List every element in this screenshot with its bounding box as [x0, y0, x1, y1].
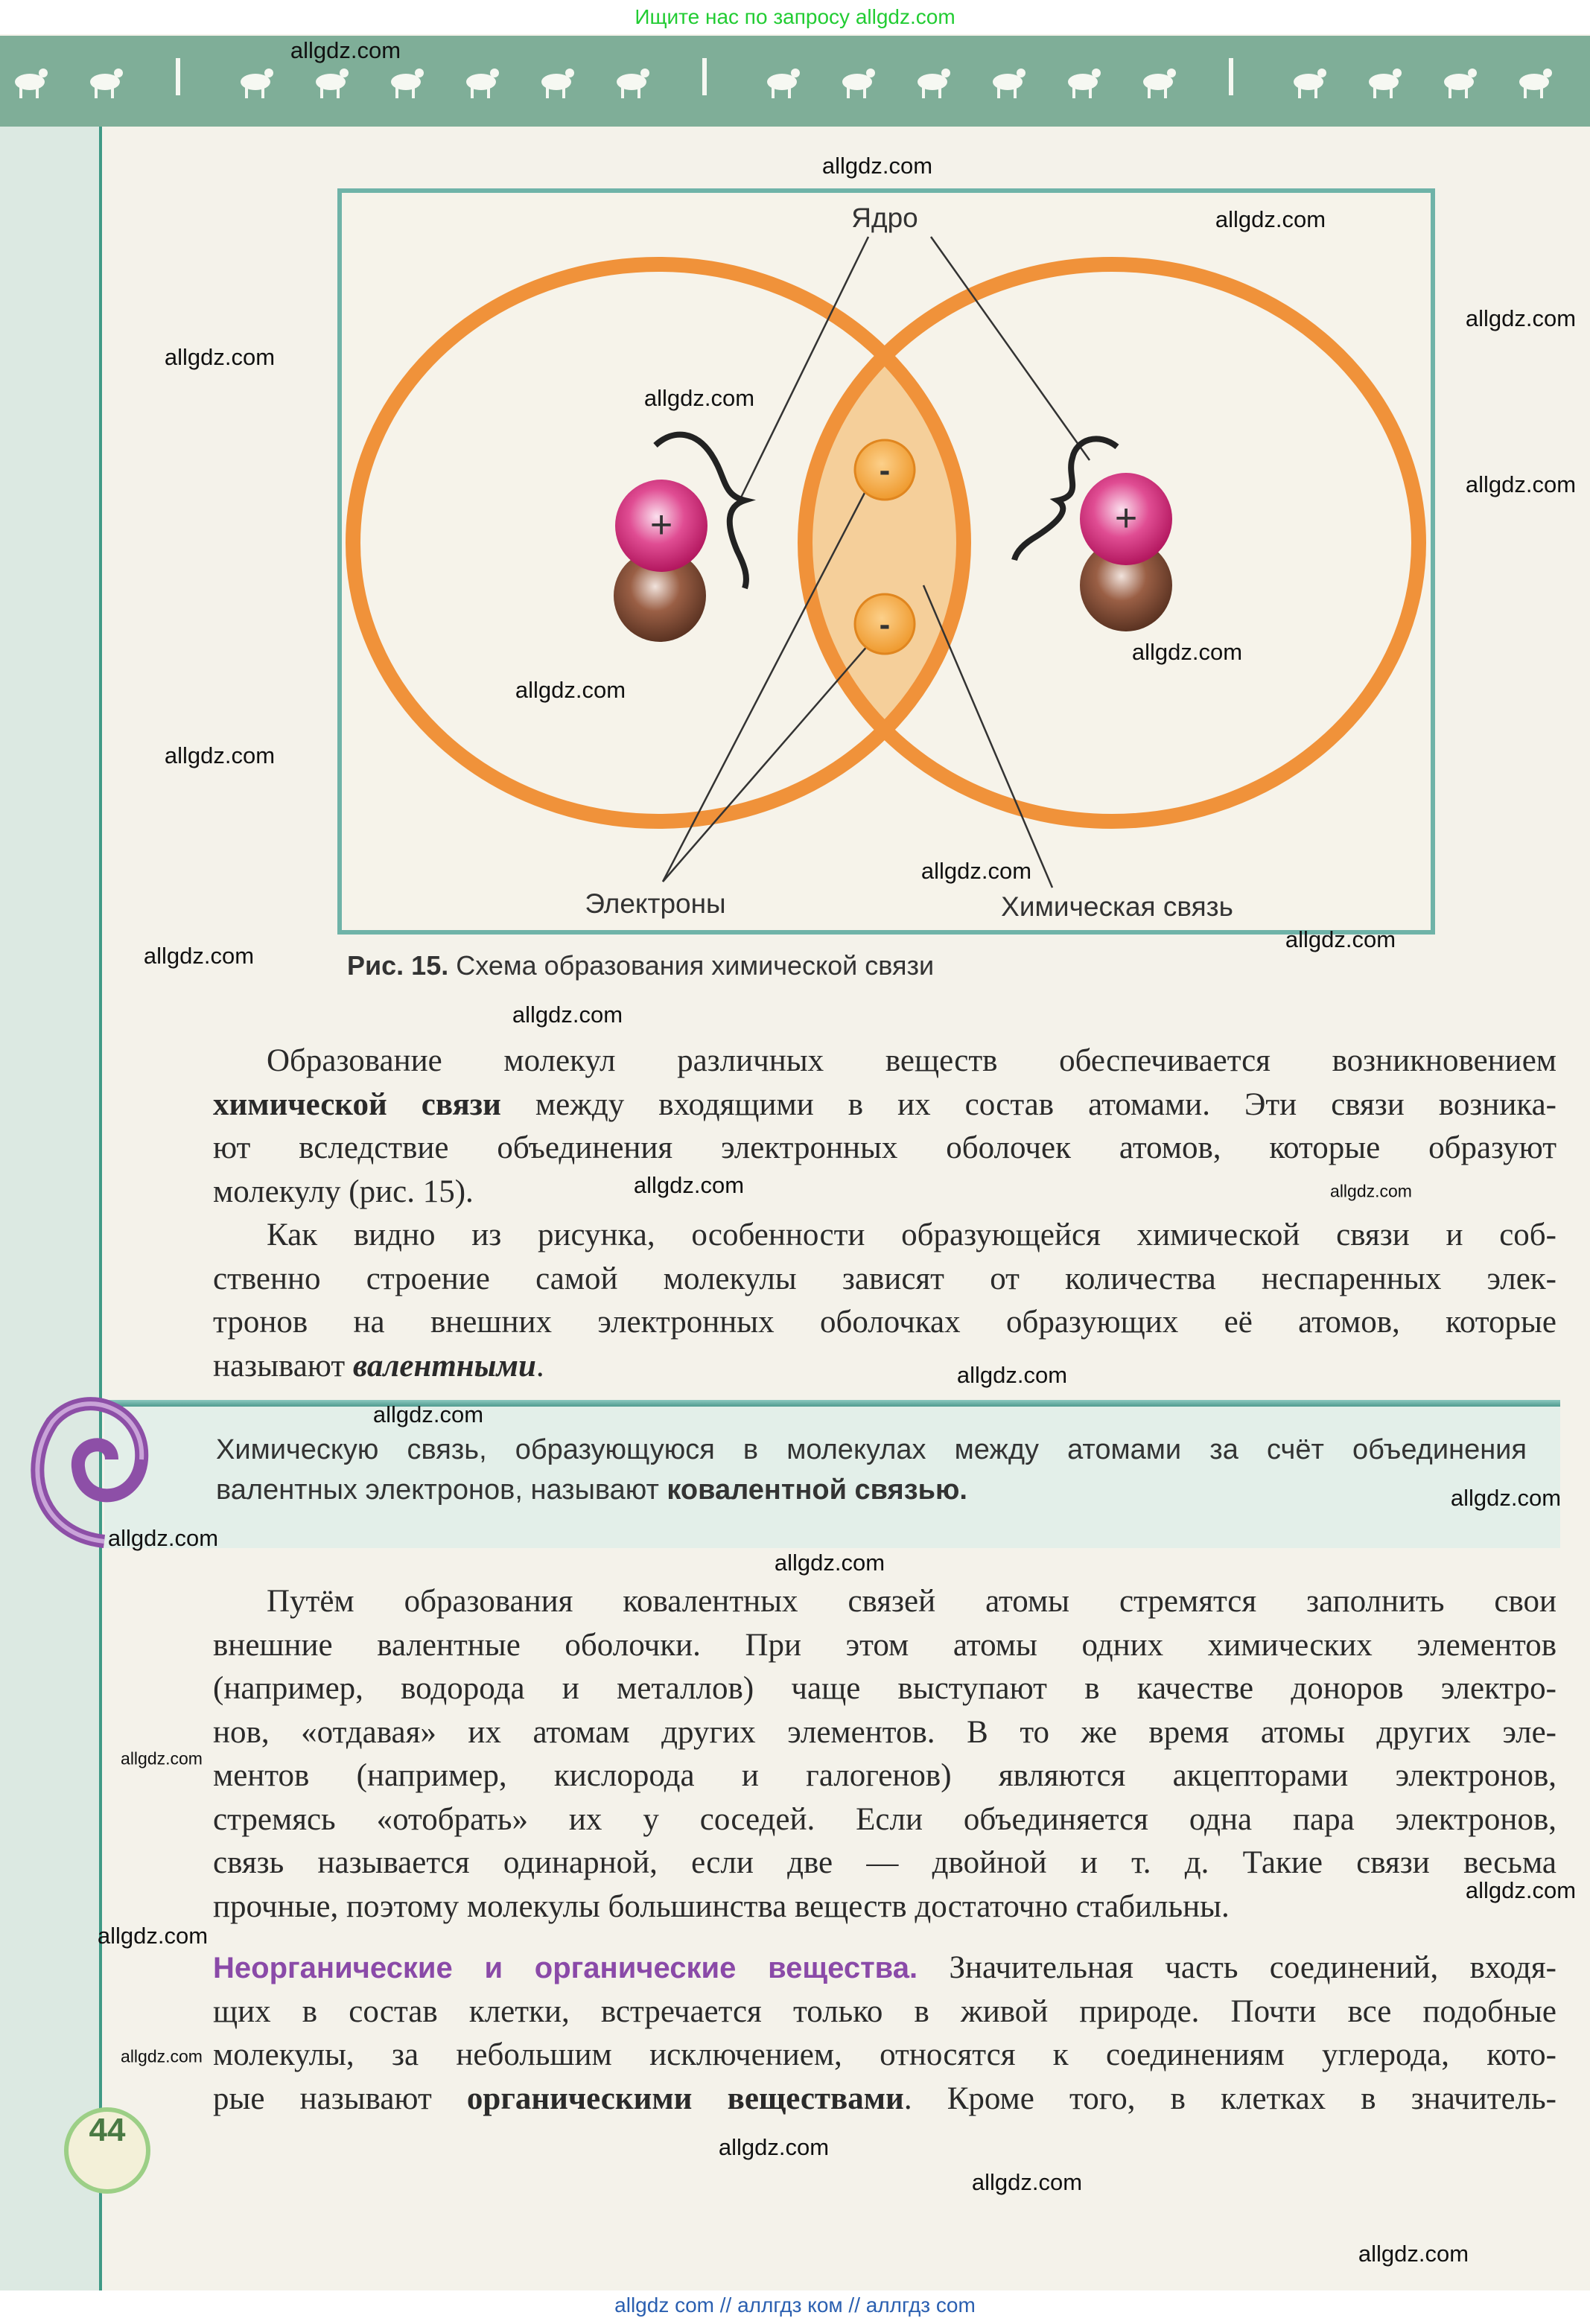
watermark: allgdz.com	[1330, 1181, 1412, 1201]
text-run: ют вследствие объединения электронных оболочек атомов, которые образуют	[213, 1130, 1556, 1165]
minus-sign: -	[879, 452, 891, 488]
section-heading: Неорганические и органические вещества.	[213, 1952, 918, 1984]
text-run: Значительная часть соединений, входя-	[918, 1950, 1556, 1985]
text-line	[216, 1430, 1527, 1470]
text-run: стремясь «отобрать» их у соседей. Если объединяется одна пара электронов,	[213, 1801, 1556, 1837]
text-run: рые называют	[213, 2081, 467, 2116]
emphasis-term: органическими веществами	[466, 2081, 904, 2116]
text-line	[213, 1946, 1556, 1990]
watermark: allgdz.com	[143, 943, 255, 969]
text-run: нов, «отдавая» их атомам других элементов. В то же время атомы других эле-	[213, 1714, 1556, 1750]
text-run: тронов на внешних электронных оболочках образующих её атомов, которые	[213, 1305, 1556, 1340]
watermark: allgdz.com	[1450, 1485, 1562, 1511]
text-run: называют	[213, 1348, 353, 1384]
watermark: allgdz.com	[512, 1002, 623, 1028]
text-line	[213, 1885, 1230, 1929]
text-line	[213, 1301, 1556, 1345]
watermark: allgdz.com	[956, 1362, 1068, 1388]
minus-sign: -	[879, 606, 891, 643]
figure-caption-text: Схема образования химической связи	[456, 950, 935, 981]
text-line	[213, 1127, 1556, 1171]
text-line	[213, 1798, 1556, 1842]
figure-number: Рис. 15.	[347, 950, 449, 981]
text-run: ментов (например, кислорода и галогенов) являются акцепторами электронов,	[213, 1758, 1556, 1793]
search-notice: Ищите нас по запросу allgdz.com	[0, 0, 1590, 34]
figure-15-diagram	[0, 0, 1590, 1042]
emphasis-term: валентными	[352, 1348, 536, 1384]
text-line	[213, 1580, 1556, 1624]
watermark: allgdz.com	[1285, 926, 1396, 952]
text-line	[213, 1345, 544, 1389]
covalent-bond-definition	[216, 1430, 1527, 1510]
text-run: Образование молекул различных веществ обеспечивается возникновением	[267, 1043, 1556, 1078]
watermark: allgdz.com	[643, 385, 755, 411]
text-line	[216, 1470, 967, 1510]
text-line	[213, 2034, 1556, 2078]
watermark: allgdz.com	[164, 344, 276, 370]
watermark: allgdz.com	[1215, 206, 1326, 232]
watermark: allgdz.com	[718, 2134, 830, 2160]
text-line	[213, 1841, 1556, 1885]
paragraph-1	[213, 1040, 1556, 1388]
paragraph-3	[213, 1946, 1556, 2121]
emphasis-term: химической связи	[213, 1086, 501, 1122]
watermark: allgdz.com	[121, 2046, 203, 2066]
paragraph-2	[213, 1580, 1556, 1929]
text-run: .	[535, 1348, 544, 1384]
watermark: allgdz.com	[372, 1401, 484, 1427]
label-electrons: Электроны	[585, 888, 726, 919]
text-run: Путём образования ковалентных связей атомы стремятся заполнить свои	[267, 1584, 1556, 1619]
watermark: allgdz.com	[1131, 639, 1243, 665]
watermark: allgdz.com	[121, 1748, 203, 1769]
watermark: allgdz.com	[633, 1172, 745, 1198]
text-line	[213, 1083, 1556, 1127]
text-line	[213, 1667, 1556, 1711]
emphasis-term: ковалентной связью.	[667, 1474, 967, 1506]
watermark: allgdz.com	[971, 2169, 1083, 2195]
label-chemical-bond: Химическая связь	[1001, 891, 1233, 922]
text-line	[213, 1754, 1556, 1798]
watermark: allgdz.com	[164, 742, 276, 768]
text-line	[213, 1171, 474, 1214]
watermark: allgdz.com	[920, 858, 1032, 884]
label-nucleus: Ядро	[851, 203, 918, 233]
text-line	[213, 1258, 1556, 1302]
text-run: (например, водорода и металлов) чаще выступают в качестве доноров электро-	[213, 1671, 1556, 1706]
page-number: 44	[64, 2107, 150, 2194]
watermark: allgdz.com	[774, 1550, 885, 1576]
watermark: allgdz.com	[97, 1923, 209, 1949]
text-line	[213, 1624, 1556, 1668]
spiral-icon	[15, 1385, 149, 1549]
text-line	[213, 1040, 1556, 1083]
watermark: allgdz.com	[107, 1525, 219, 1551]
text-run: между входящими в их состав атомами. Эти связи возника-	[500, 1086, 1556, 1122]
plus-sign: +	[1114, 497, 1138, 540]
watermark: allgdz.com	[515, 677, 626, 703]
watermark: allgdz.com	[1358, 2241, 1469, 2267]
text-run: валентных электронов, называют	[216, 1474, 667, 1506]
plus-sign: +	[649, 503, 673, 547]
watermark: allgdz.com	[1465, 305, 1577, 331]
text-run: . Кроме того, в клетках в значитель-	[903, 2081, 1556, 2116]
definition-divider	[104, 1400, 1560, 1407]
text-run: прочные, поэтому молекулы большинства веществ достаточно стабильны.	[213, 1888, 1230, 1924]
text-line	[213, 2078, 1556, 2121]
figure-caption	[347, 950, 934, 981]
watermark: allgdz.com	[1465, 471, 1577, 497]
text-run: связь называется одинарной, если две — двойной и т. д. Такие связи весьма	[213, 1845, 1556, 1880]
text-run: Как видно из рисунка, особенности образующейся химической связи и соб-	[267, 1217, 1556, 1252]
text-line	[213, 1214, 1556, 1258]
footer-links: allgdz com // аллгдз ком // аллгдз com	[0, 2290, 1590, 2324]
text-line	[213, 1990, 1556, 2034]
text-run: внешние валентные оболочки. При этом атомы одних химических элементов	[213, 1627, 1556, 1663]
watermark: allgdz.com	[1465, 1877, 1577, 1903]
watermark: allgdz.com	[821, 153, 933, 179]
text-run: Химическую связь, образующуюся в молекулах между атомами за счёт объединения	[216, 1434, 1527, 1465]
text-line	[213, 1711, 1556, 1755]
text-run: молекулы, за небольшим исключением, относятся к соединениям углерода, кото-	[213, 2037, 1556, 2072]
text-run: щих в состав клетки, встречается только в живой природе. Почти все подобные	[213, 1993, 1556, 2029]
text-run: молекулу (рис. 15).	[213, 1174, 474, 1209]
watermark: allgdz.com	[290, 37, 401, 63]
text-run: ственно строение самой молекулы зависят от количества неспаренных элек-	[213, 1261, 1556, 1296]
